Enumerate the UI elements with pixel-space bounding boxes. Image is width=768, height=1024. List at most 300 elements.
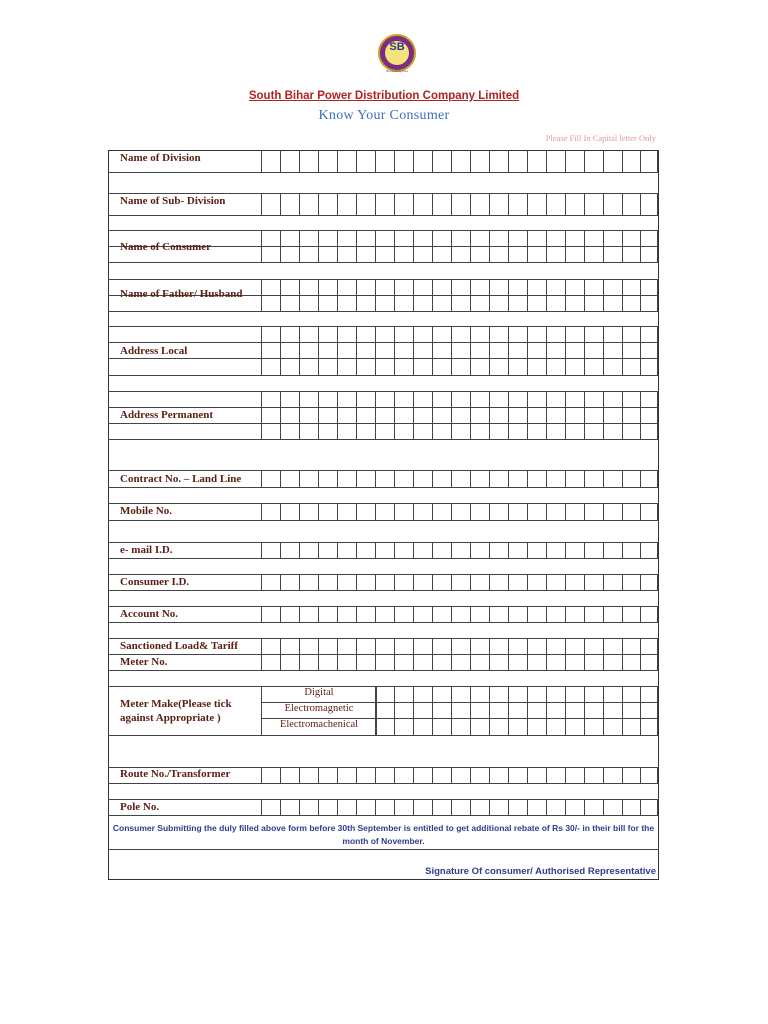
input-box-line xyxy=(413,638,414,670)
input-box-line xyxy=(280,638,281,670)
input-box-line xyxy=(432,470,433,487)
signature-line: Signature Of consumer/ Authorised Representative xyxy=(425,866,656,877)
input-box-line xyxy=(470,326,471,375)
input-box-line xyxy=(622,767,623,783)
input-box-line xyxy=(356,503,357,520)
input-box-line xyxy=(527,150,528,172)
input-box-line xyxy=(546,230,547,262)
label-sanctioned-load: Sanctioned Load& Tariff xyxy=(120,640,238,652)
input-box-line xyxy=(527,193,528,215)
input-box-line xyxy=(299,503,300,520)
meter-option-electromechanical[interactable]: Electromachenical xyxy=(279,719,359,730)
input-box-line xyxy=(603,542,604,558)
input-box-line xyxy=(375,767,376,783)
capital-letter-instruction: Please Fill In Capital letter Only xyxy=(545,133,656,143)
input-box-line xyxy=(299,767,300,783)
input-box-line xyxy=(584,230,585,262)
input-box-line xyxy=(356,326,357,375)
label-meter-make-line2: against Appropriate ) xyxy=(120,712,221,724)
input-box-line xyxy=(280,391,281,439)
grid-row-line xyxy=(108,487,659,488)
input-box-line xyxy=(318,193,319,215)
input-box-line xyxy=(451,150,452,172)
input-box-line xyxy=(413,279,414,311)
input-box-line xyxy=(280,503,281,520)
input-box-line xyxy=(565,606,566,622)
input-box-line xyxy=(337,150,338,172)
input-box-line xyxy=(375,279,376,311)
input-box-line xyxy=(527,279,528,311)
meter-make-box-line xyxy=(640,686,641,735)
input-box-line xyxy=(508,503,509,520)
input-box-line xyxy=(527,391,528,439)
input-box-line xyxy=(603,391,604,439)
input-box-line xyxy=(432,193,433,215)
input-box-line xyxy=(470,193,471,215)
grid-row-line xyxy=(108,654,659,655)
input-box-line xyxy=(356,638,357,670)
input-box-line xyxy=(622,503,623,520)
input-box-line xyxy=(622,230,623,262)
input-box-line xyxy=(657,326,658,375)
grid-row-line xyxy=(108,215,659,216)
input-box-line xyxy=(432,606,433,622)
input-box-line xyxy=(470,391,471,439)
input-box-line xyxy=(603,150,604,172)
input-box-line xyxy=(299,391,300,439)
input-box-line xyxy=(527,606,528,622)
input-box-line xyxy=(451,326,452,375)
grid-row-line xyxy=(108,311,659,312)
input-box-line xyxy=(546,542,547,558)
input-box-line xyxy=(337,638,338,670)
input-box-line xyxy=(280,542,281,558)
label-name-of-division: Name of Division xyxy=(120,152,201,164)
input-box-line xyxy=(261,799,262,815)
input-box-line xyxy=(299,326,300,375)
input-box-line xyxy=(261,279,262,311)
input-box-line xyxy=(413,230,414,262)
input-box-line xyxy=(584,391,585,439)
input-box-line xyxy=(640,391,641,439)
input-box-line xyxy=(451,230,452,262)
label-sub-division: Name of Sub- Division xyxy=(120,195,226,207)
input-box-line xyxy=(413,574,414,590)
input-box-line xyxy=(489,230,490,262)
grid-row-line xyxy=(108,358,659,359)
grid-row-line xyxy=(108,815,659,816)
input-box-line xyxy=(337,230,338,262)
input-box-line xyxy=(584,503,585,520)
input-box-line xyxy=(451,470,452,487)
grid-row-line xyxy=(108,342,659,343)
input-box-line xyxy=(603,503,604,520)
input-box-line xyxy=(432,542,433,558)
label-pole-no: Pole No. xyxy=(120,801,160,813)
input-box-line xyxy=(413,799,414,815)
input-box-line xyxy=(394,767,395,783)
input-box-line xyxy=(584,470,585,487)
input-box-line xyxy=(489,391,490,439)
input-box-line xyxy=(640,150,641,172)
logo-tagline: Illuminating lives xyxy=(385,69,408,73)
input-box-line xyxy=(640,767,641,783)
input-box-line xyxy=(280,279,281,311)
input-box-line xyxy=(356,279,357,311)
input-box-line xyxy=(318,503,319,520)
input-box-line xyxy=(451,574,452,590)
input-box-line xyxy=(280,230,281,262)
input-box-line xyxy=(622,799,623,815)
input-box-line xyxy=(489,470,490,487)
input-box-line xyxy=(640,799,641,815)
input-box-line xyxy=(527,326,528,375)
grid-row-line xyxy=(108,606,659,607)
grid-row-line xyxy=(108,622,659,623)
input-box-line xyxy=(280,326,281,375)
grid-row-line xyxy=(108,735,659,736)
input-box-line xyxy=(261,391,262,439)
input-box-line xyxy=(318,542,319,558)
input-box-line xyxy=(261,606,262,622)
input-box-line xyxy=(508,391,509,439)
input-box-line xyxy=(657,193,658,215)
input-box-line xyxy=(527,799,528,815)
input-box-line xyxy=(640,193,641,215)
input-box-line xyxy=(565,638,566,670)
grid-row-line xyxy=(108,558,659,559)
input-box-line xyxy=(337,470,338,487)
input-box-line xyxy=(489,542,490,558)
grid-row-line xyxy=(108,670,659,671)
input-box-line xyxy=(432,391,433,439)
input-box-line xyxy=(413,391,414,439)
meter-make-box-line xyxy=(451,686,452,735)
meter-make-box-line xyxy=(432,686,433,735)
input-box-line xyxy=(299,799,300,815)
input-box-line xyxy=(394,230,395,262)
input-box-line xyxy=(489,799,490,815)
input-box-line xyxy=(470,230,471,262)
input-box-line xyxy=(603,799,604,815)
grid-row-line xyxy=(108,686,659,687)
input-box-line xyxy=(470,279,471,311)
input-box-line xyxy=(451,542,452,558)
input-box-line xyxy=(394,638,395,670)
input-box-line xyxy=(299,470,300,487)
label-consumer-name: Name of Consumer xyxy=(120,241,212,253)
input-box-line xyxy=(508,193,509,215)
input-box-line xyxy=(546,799,547,815)
meter-make-box-line xyxy=(508,686,509,735)
input-box-line xyxy=(603,574,604,590)
grid-row-line xyxy=(108,391,659,392)
input-box-line xyxy=(394,279,395,311)
input-box-line xyxy=(657,606,658,622)
input-box-line xyxy=(337,503,338,520)
input-box-line xyxy=(280,150,281,172)
meter-make-box-line xyxy=(489,686,490,735)
input-box-line xyxy=(546,326,547,375)
input-box-line xyxy=(299,606,300,622)
input-box-line xyxy=(470,574,471,590)
input-box-line xyxy=(337,391,338,439)
input-box-line xyxy=(318,606,319,622)
label-account-no: Account No. xyxy=(120,608,179,620)
meter-make-box-line xyxy=(565,686,566,735)
label-contract-landline: Contract No. – Land Line xyxy=(120,473,242,485)
meter-make-box-line xyxy=(546,686,547,735)
input-box-line xyxy=(622,638,623,670)
input-box-line xyxy=(527,574,528,590)
input-box-line xyxy=(280,574,281,590)
grid-row-line xyxy=(108,849,659,850)
meter-make-box-line xyxy=(584,686,585,735)
input-box-line xyxy=(565,150,566,172)
label-father-husband: Name of Father/ Husband xyxy=(120,288,243,300)
input-box-line xyxy=(394,503,395,520)
input-box-line xyxy=(299,230,300,262)
input-box-line xyxy=(394,326,395,375)
input-box-line xyxy=(299,193,300,215)
meter-make-box-line xyxy=(622,686,623,735)
logo-emblem: SB xyxy=(385,41,409,65)
grid-row-line xyxy=(108,520,659,521)
input-box-line xyxy=(640,230,641,262)
input-box-line xyxy=(657,391,658,439)
input-box-line xyxy=(657,638,658,670)
input-box-line xyxy=(640,503,641,520)
input-box-line xyxy=(527,638,528,670)
input-box-line xyxy=(375,391,376,439)
meter-make-divider xyxy=(376,686,377,735)
input-box-line xyxy=(413,470,414,487)
input-box-line xyxy=(527,503,528,520)
input-box-line xyxy=(356,799,357,815)
input-box-line xyxy=(280,799,281,815)
input-box-line xyxy=(657,503,658,520)
meter-make-box-line xyxy=(413,686,414,735)
input-box-line xyxy=(603,230,604,262)
grid-row-line xyxy=(108,262,659,263)
input-box-line xyxy=(394,193,395,215)
input-box-line xyxy=(451,606,452,622)
input-box-line xyxy=(318,230,319,262)
input-box-line xyxy=(375,574,376,590)
input-box-line xyxy=(508,574,509,590)
input-box-line xyxy=(318,279,319,311)
input-box-line xyxy=(622,574,623,590)
input-box-line xyxy=(489,326,490,375)
input-box-line xyxy=(489,606,490,622)
input-box-line xyxy=(394,150,395,172)
input-box-line xyxy=(470,542,471,558)
input-box-line xyxy=(413,542,414,558)
grid-row-line xyxy=(108,783,659,784)
input-box-line xyxy=(584,767,585,783)
input-box-line xyxy=(261,767,262,783)
input-box-line xyxy=(657,150,658,172)
input-box-line xyxy=(375,326,376,375)
input-box-line xyxy=(565,503,566,520)
input-box-line xyxy=(565,574,566,590)
label-address-local: Address Local xyxy=(120,345,188,357)
input-box-line xyxy=(508,638,509,670)
input-box-line xyxy=(470,503,471,520)
input-box-line xyxy=(584,606,585,622)
input-box-line xyxy=(318,470,319,487)
input-box-line xyxy=(356,606,357,622)
input-box-line xyxy=(527,542,528,558)
input-box-line xyxy=(299,638,300,670)
input-box-line xyxy=(584,638,585,670)
grid-row-line xyxy=(108,503,659,504)
label-route-transformer: Route No./Transformer xyxy=(120,768,231,780)
input-box-line xyxy=(394,606,395,622)
input-box-line xyxy=(489,767,490,783)
input-box-line xyxy=(546,638,547,670)
meter-make-box-line xyxy=(603,686,604,735)
input-box-line xyxy=(622,326,623,375)
input-box-line xyxy=(470,799,471,815)
input-box-line xyxy=(261,542,262,558)
input-box-line xyxy=(584,150,585,172)
input-box-line xyxy=(299,150,300,172)
input-box-line xyxy=(640,279,641,311)
label-meter-no: Meter No. xyxy=(120,656,168,668)
label-email: e- mail I.D. xyxy=(120,544,173,556)
input-box-line xyxy=(657,230,658,262)
input-box-line xyxy=(432,503,433,520)
input-box-line xyxy=(508,150,509,172)
meter-make-box-line xyxy=(527,686,528,735)
input-box-line xyxy=(565,767,566,783)
input-box-line xyxy=(508,799,509,815)
meter-make-box-line xyxy=(470,686,471,735)
input-box-line xyxy=(640,574,641,590)
grid-row-line xyxy=(108,172,659,173)
input-box-line xyxy=(565,230,566,262)
input-box-line xyxy=(261,150,262,172)
input-box-line xyxy=(508,470,509,487)
input-box-line xyxy=(432,574,433,590)
input-box-line xyxy=(640,470,641,487)
input-box-line xyxy=(584,542,585,558)
input-box-line xyxy=(413,326,414,375)
input-box-line xyxy=(603,326,604,375)
input-box-line xyxy=(508,606,509,622)
input-box-line xyxy=(622,150,623,172)
input-box-line xyxy=(470,470,471,487)
input-box-line xyxy=(356,574,357,590)
meter-option-electromagnetic[interactable]: Electromagnetic xyxy=(284,703,354,714)
input-box-line xyxy=(356,230,357,262)
input-box-line xyxy=(546,279,547,311)
input-box-line xyxy=(356,542,357,558)
input-box-line xyxy=(508,230,509,262)
input-box-line xyxy=(337,279,338,311)
label-mobile: Mobile No. xyxy=(120,505,172,517)
input-box-line xyxy=(318,799,319,815)
input-box-line xyxy=(375,193,376,215)
input-box-line xyxy=(451,638,452,670)
input-box-line xyxy=(356,150,357,172)
input-box-line xyxy=(261,326,262,375)
input-box-line xyxy=(657,470,658,487)
input-box-line xyxy=(622,470,623,487)
input-box-line xyxy=(299,279,300,311)
input-box-line xyxy=(261,574,262,590)
grid-row-line xyxy=(108,375,659,376)
input-box-line xyxy=(375,503,376,520)
input-box-line xyxy=(565,326,566,375)
input-box-line xyxy=(432,150,433,172)
input-box-line xyxy=(622,279,623,311)
input-box-line xyxy=(489,279,490,311)
input-box-line xyxy=(318,150,319,172)
input-box-line xyxy=(603,638,604,670)
input-box-line xyxy=(508,279,509,311)
input-box-line xyxy=(280,193,281,215)
input-box-line xyxy=(413,503,414,520)
input-box-line xyxy=(394,574,395,590)
input-box-line xyxy=(565,391,566,439)
input-box-line xyxy=(489,638,490,670)
input-box-line xyxy=(489,574,490,590)
form-title: Know Your Consumer xyxy=(318,108,450,123)
input-box-line xyxy=(640,638,641,670)
input-box-line xyxy=(622,193,623,215)
input-box-line xyxy=(470,606,471,622)
input-box-line xyxy=(375,606,376,622)
input-box-line xyxy=(337,799,338,815)
label-address-permanent: Address Permanent xyxy=(120,409,213,421)
input-box-line xyxy=(318,767,319,783)
input-box-line xyxy=(375,638,376,670)
rebate-note: Consumer Submitting the duly filled above form before 30th September is entitled to get additional rebate of Rs 30/- in their bill for the month of November. xyxy=(112,823,655,846)
input-box-line xyxy=(640,606,641,622)
input-box-line xyxy=(565,470,566,487)
grid-row-line xyxy=(108,799,659,800)
input-box-line xyxy=(546,574,547,590)
input-box-line xyxy=(432,638,433,670)
input-box-line xyxy=(261,638,262,670)
input-box-line xyxy=(356,767,357,783)
input-box-line xyxy=(546,606,547,622)
grid-row-line xyxy=(108,590,659,591)
input-box-line xyxy=(622,391,623,439)
input-box-line xyxy=(657,542,658,558)
input-box-line xyxy=(657,279,658,311)
input-box-line xyxy=(546,767,547,783)
input-box-line xyxy=(546,391,547,439)
input-box-line xyxy=(318,391,319,439)
input-box-line xyxy=(584,279,585,311)
input-box-line xyxy=(337,326,338,375)
input-box-line xyxy=(318,638,319,670)
meter-option-digital[interactable]: Digital xyxy=(304,687,334,698)
input-box-line xyxy=(489,193,490,215)
grid-row-line xyxy=(108,574,659,575)
input-box-line xyxy=(432,767,433,783)
input-box-line xyxy=(356,470,357,487)
input-box-line xyxy=(337,767,338,783)
input-box-line xyxy=(470,150,471,172)
input-box-line xyxy=(394,470,395,487)
input-box-line xyxy=(565,542,566,558)
input-box-line xyxy=(261,503,262,520)
input-box-line xyxy=(622,606,623,622)
